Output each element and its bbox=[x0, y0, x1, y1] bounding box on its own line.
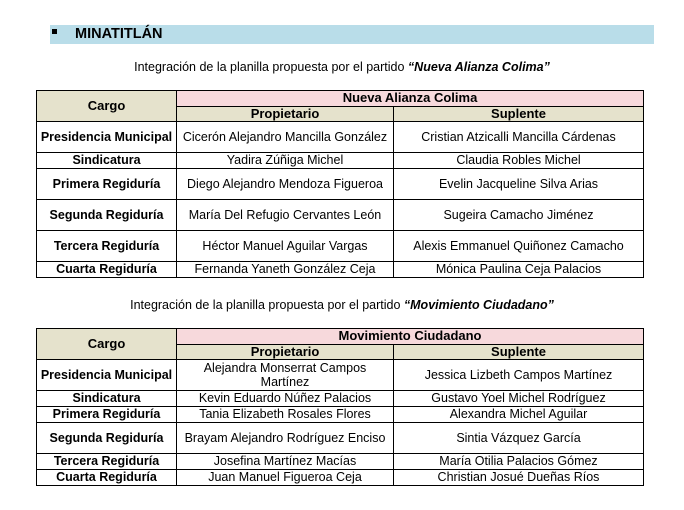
suplente-cell: Cristian Atzicalli Mancilla Cárdenas bbox=[394, 122, 644, 153]
caption-prefix: Integración de la planilla propuesta por el partido bbox=[130, 298, 404, 312]
suplente-cell: María Otilia Palacios Gómez bbox=[394, 454, 644, 470]
propietario-cell: María Del Refugio Cervantes León bbox=[177, 200, 394, 231]
cargo-cell: Tercera Regiduría bbox=[37, 231, 177, 262]
column-header-suplente: Suplente bbox=[394, 344, 644, 360]
cargo-cell: Cuarta Regiduría bbox=[37, 262, 177, 278]
bullet-icon bbox=[52, 29, 57, 34]
column-header-cargo: Cargo bbox=[37, 329, 177, 360]
suplente-cell: Sintia Vázquez García bbox=[394, 423, 644, 454]
suplente-cell: Sugeira Camacho Jiménez bbox=[394, 200, 644, 231]
column-header-propietario: Propietario bbox=[177, 344, 394, 360]
cargo-cell: Presidencia Municipal bbox=[37, 360, 177, 391]
party-header: Movimiento Ciudadano bbox=[177, 329, 644, 345]
cargo-cell: Segunda Regiduría bbox=[37, 423, 177, 454]
cargo-cell: Presidencia Municipal bbox=[37, 122, 177, 153]
table-row bbox=[37, 262, 644, 278]
propietario-cell: Josefina Martínez Macías bbox=[177, 454, 394, 470]
cargo-cell: Primera Regiduría bbox=[37, 169, 177, 200]
suplente-cell: Christian Josué Dueñas Ríos bbox=[394, 470, 644, 486]
propietario-cell: Yadira Zúñiga Michel bbox=[177, 153, 394, 169]
caption-prefix: Integración de la planilla propuesta por el partido bbox=[134, 60, 408, 74]
propietario-cell: Alejandra Monserrat Campos Martínez bbox=[177, 360, 394, 391]
propietario-cell: Héctor Manuel Aguilar Vargas bbox=[177, 231, 394, 262]
heading-title: MINATITLÁN bbox=[75, 26, 163, 42]
suplente-cell: Gustavo Yoel Michel Rodríguez bbox=[394, 391, 644, 407]
suplente-cell: Alexis Emmanuel Quiñonez Camacho bbox=[394, 231, 644, 262]
column-header-cargo: Cargo bbox=[37, 91, 177, 122]
section-heading bbox=[50, 25, 654, 44]
caption-party: “Movimiento Ciudadano” bbox=[403, 298, 554, 312]
propietario-cell: Fernanda Yaneth González Ceja bbox=[177, 262, 394, 278]
column-header-suplente: Suplente bbox=[394, 106, 644, 122]
table-row bbox=[37, 200, 644, 231]
table-row bbox=[37, 360, 644, 391]
suplente-cell: Evelin Jacqueline Silva Arias bbox=[394, 169, 644, 200]
table-row bbox=[37, 231, 644, 262]
suplente-cell: Mónica Paulina Ceja Palacios bbox=[394, 262, 644, 278]
table-row bbox=[37, 169, 644, 200]
table-row bbox=[37, 470, 644, 486]
cargo-cell: Tercera Regiduría bbox=[37, 454, 177, 470]
propietario-cell: Tania Elizabeth Rosales Flores bbox=[177, 407, 394, 423]
planilla-table-1 bbox=[36, 90, 644, 278]
table-caption-1 bbox=[0, 60, 684, 74]
cargo-cell: Segunda Regiduría bbox=[37, 200, 177, 231]
cargo-cell: Primera Regiduría bbox=[37, 407, 177, 423]
party-header: Nueva Alianza Colima bbox=[177, 91, 644, 107]
propietario-cell: Brayam Alejandro Rodríguez Enciso bbox=[177, 423, 394, 454]
planilla-table-2 bbox=[36, 328, 644, 486]
cargo-cell: Sindicatura bbox=[37, 153, 177, 169]
propietario-cell: Diego Alejandro Mendoza Figueroa bbox=[177, 169, 394, 200]
table-caption-2 bbox=[0, 298, 684, 312]
cargo-cell: Sindicatura bbox=[37, 391, 177, 407]
propietario-cell: Cicerón Alejandro Mancilla González bbox=[177, 122, 394, 153]
suplente-cell: Jessica Lizbeth Campos Martínez bbox=[394, 360, 644, 391]
table-row bbox=[37, 391, 644, 407]
table-row bbox=[37, 423, 644, 454]
table-row bbox=[37, 122, 644, 153]
suplente-cell: Alexandra Michel Aguilar bbox=[394, 407, 644, 423]
propietario-cell: Kevin Eduardo Núñez Palacios bbox=[177, 391, 394, 407]
table-row bbox=[37, 153, 644, 169]
caption-party: “Nueva Alianza Colima” bbox=[407, 60, 550, 74]
propietario-cell: Juan Manuel Figueroa Ceja bbox=[177, 470, 394, 486]
table-row bbox=[37, 407, 644, 423]
suplente-cell: Claudia Robles Michel bbox=[394, 153, 644, 169]
cargo-cell: Cuarta Regiduría bbox=[37, 470, 177, 486]
column-header-propietario: Propietario bbox=[177, 106, 394, 122]
table-row bbox=[37, 454, 644, 470]
table-header-row bbox=[37, 91, 644, 107]
table-header-row bbox=[37, 329, 644, 345]
